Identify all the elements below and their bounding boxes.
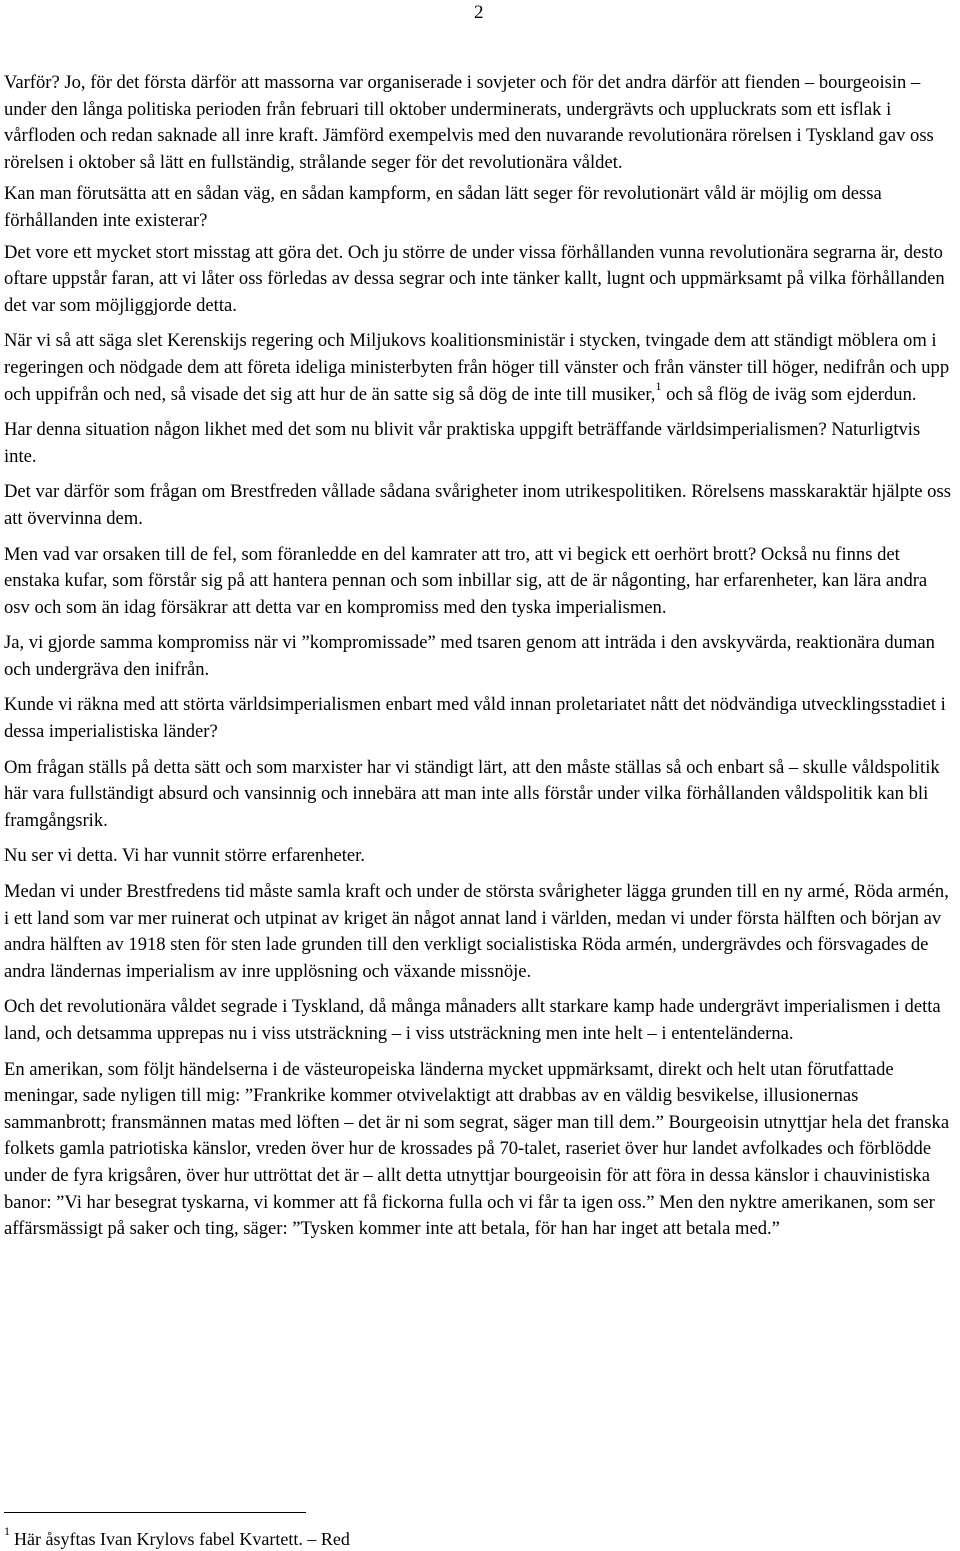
paragraph: Och det revolutionära våldet segrade i Tyskland, då många månaders allt starkare kamp hade undergrävt imperialismen i detta land, och detsamma upprepas nu i viss utsträckning – i viss utsträckning men inte helt – i ententeländerna. bbox=[4, 996, 941, 1044]
paragraph: Ja, vi gjorde samma kompromiss när vi ”kompromissade” med tsaren genom att inträda i den avskyvärda, reaktionära duman och undergräva den inifrån. bbox=[4, 632, 935, 680]
paragraph: Nu ser vi detta. Vi har vunnit större erfarenheter. bbox=[4, 845, 365, 867]
paragraph: Kunde vi räkna med att störta världsimperialismen enbart med våld innan proletariatet nått det nödvändiga utvecklingsstadiet i dessa imperialistiska länder? bbox=[4, 694, 946, 743]
body-text bbox=[4, 70, 956, 1252]
footnote-number: 1 bbox=[4, 1524, 10, 1538]
footnote-separator bbox=[4, 1512, 306, 1513]
paragraph-with-footnote bbox=[4, 328, 956, 408]
paragraph: Medan vi under Brestfredens tid måste samla kraft och under de största svårigheter lägga grunden till en ny armé, Röda armén, i ett land som var mer ruinerat och utpinat av kriget än något annat land i världen, medan vi under första hälften och början av andra hälften av 1918 sten för sten lade grunden till den verkligt socialistiska Röda armén, undergrävdes och försvagades de andra ländernas imperialism av inre upplösning och växande missnöje. bbox=[4, 881, 949, 982]
paragraph: En amerikan, som följt händelserna i de västeuropeiska länderna mycket uppmärksamt, direkt och helt utan förutfattade meningar, sade nyligen till mig: ”Frankrike kommer otvivelaktigt att drabbas av en väldig besvikelse, illusionernas sammanbrott; fransmännen matas med löften – det är ni som segrat, säger man till dem.” Bourgeoisin utnyttjar hela det franska folkets gamla patriotiska känslor, vreden över hur de krossades på 70-talet, raseriet över hur landet avfolkades och förblödde under de fyra krigsåren, över hur uttröttat det är – allt detta utnyttjar bourgeoisin för att föra in dessa känslor i chauvinistiska banor: ”Vi har besegrat tyskarna, vi kommer att få fickorna fulla och vi får ta igen oss.” Men den nyktre amerikanen, som ser affärsmässigt på saker och ting, säger: ”Tysken kommer inte att betala, för han har inget att betala med.” bbox=[4, 1058, 950, 1240]
page-number: 2 bbox=[474, 2, 484, 23]
paragraph: Det vore ett mycket stort misstag att göra det. Och ju större de under vissa förhållanden vunna revolutionära segrarna är, desto oftare uppstår faran, att vi låter oss förledas av dessa segrar och inte tänker kallt, lugnt och uppmärksamt på vilka förhållanden det var som möjliggjorde detta. bbox=[4, 241, 945, 316]
paragraph-text: När vi så att säga slet Kerenskijs regering och Miljukovs koalitionsministär i stycken, tvingade dem att ständigt möblera om i regeringen och nödgade dem att företa ideliga ministerbyten från höger till vänster och från vänster till höger, nedifrån och upp och uppifrån och ned, så visade det sig att hur de än satte sig så dög de inte till musiker, bbox=[4, 330, 950, 405]
footnote-text: Här åsyftas Ivan Krylovs fabel Kvartett. – Red bbox=[14, 1529, 350, 1549]
paragraph: Det var därför som frågan om Brestfreden vållade sådana svårigheter inom utrikespolitiken. Rörelsens masskaraktär hjälpte oss att övervinna dem. bbox=[4, 481, 951, 529]
footnote bbox=[4, 1522, 350, 1551]
paragraph-text: och så flög de iväg som ejderdun. bbox=[661, 383, 917, 405]
paragraph: Har denna situation någon likhet med det som nu blivit vår praktiska uppgift beträffande världsimperialismen? Naturligtvis inte. bbox=[4, 419, 921, 467]
paragraph: Om frågan ställs på detta sätt och som marxister har vi ständigt lärt, att den måste ställas så och enbart så – skulle våldspolitik här vara fullständigt absurd och vansinnig och innebära att man inte alls förstår under vilka förhållanden våldspolitik kan bli framgångsrik. bbox=[4, 756, 940, 831]
paragraph: Varför? Jo, för det första därför att massorna var organiserade i sovjeter och för det andra därför att fienden – bourgeoisin – under den långa politiska perioden från februari till oktober underminerats, undergrävts och uppluckrats som ett isflak i vårfloden och redan saknade all inre kraft. Jämförd exempelvis med den nuvarande revolutionära rörelsen i Tyskland gav oss rörelsen i oktober så lätt en fullständig, strålande seger för det revolutionära våldet. bbox=[4, 72, 934, 173]
paragraph: Men vad var orsaken till de fel, som föranledde en del kamrater att tro, att vi begick ett oerhört brott? Också nu finns det enstaka kufar, som förstår sig på att hantera pennan och som inbillar sig, att de är någonting, har erfarenheter, kan lära andra osv och som än idag försäkrar att detta var en kompromiss med den tyska imperialismen. bbox=[4, 543, 928, 618]
paragraph: Kan man förutsätta att en sådan väg, en sådan kampform, en sådan lätt seger för revolutionärt våld är möjlig om dessa förhållanden inte existerar? bbox=[4, 183, 882, 231]
footnote-reference: 1 bbox=[655, 379, 662, 394]
